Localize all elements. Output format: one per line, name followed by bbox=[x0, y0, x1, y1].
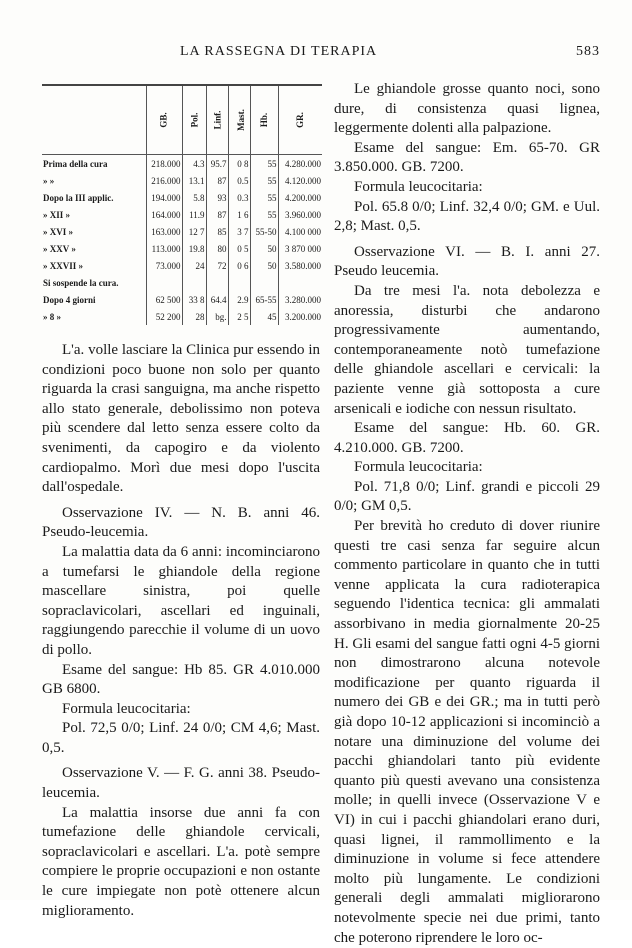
table-cell: 113.000 bbox=[146, 240, 182, 257]
table-cell: 4.120.000 bbox=[278, 172, 322, 189]
table-cell bbox=[278, 274, 322, 291]
table-cell: 64.4 bbox=[206, 291, 228, 308]
case-heading: Osservazione VI. — B. I. anni 27. Pseudo leucemia. bbox=[334, 243, 600, 280]
table-cell: 3.580.000 bbox=[278, 257, 322, 274]
col-header: Hb. bbox=[250, 86, 278, 155]
table-cell: 62 500 bbox=[146, 291, 182, 308]
table-cell: 0 8 bbox=[228, 155, 250, 173]
table-cell: 11.9 bbox=[182, 206, 206, 223]
table-cell: 55 bbox=[250, 172, 278, 189]
paragraph: Le ghiandole grosse quanto noci, sono dure, di consistenza quasi lignea, leggermente dolenti alla palpazione. bbox=[334, 81, 600, 137]
table-row bbox=[42, 240, 322, 257]
table-cell: 85 bbox=[206, 223, 228, 240]
row-label: » » bbox=[43, 175, 55, 186]
paragraph: La malattia data da 6 anni: incominciarono a tumefarsi le ghiandole della regione mascellare sinistra, poi quelle sopraclavicolari, ascellari ed inguinali, raggiungendo parecchie il volume di un uovo di pollo. bbox=[42, 543, 320, 658]
row-label: » XXV » bbox=[43, 243, 76, 254]
table-cell: 73.000 bbox=[146, 257, 182, 274]
table-cell: 55 bbox=[250, 206, 278, 223]
table-cell: 194.000 bbox=[146, 189, 182, 206]
table-row bbox=[42, 206, 322, 223]
table-cell: 5.8 bbox=[182, 189, 206, 206]
paragraph: Esame del sangue: Hb 85. GR 4.010.000 GB 6800. bbox=[42, 661, 320, 698]
paragraph: La malattia insorse due anni fa con tumefazione delle ghiandole cervicali, sopraclavicolari e ascellari. L'a. potè sempre compiere le proprie occupazioni e non ostante le cure impiegate non potè ottenere alcun miglioramento. bbox=[42, 804, 320, 919]
table-cell bbox=[182, 274, 206, 291]
table-cell: 163.000 bbox=[146, 223, 182, 240]
journal-title: LA RASSEGNA DI TERAPIA bbox=[180, 44, 378, 59]
table-cell: 3 7 bbox=[228, 223, 250, 240]
table-row bbox=[42, 291, 322, 308]
table-cell: 0.3 bbox=[228, 189, 250, 206]
row-label: » 8 » bbox=[43, 311, 61, 322]
col-header: Pol. bbox=[182, 86, 206, 155]
left-column bbox=[42, 341, 320, 921]
table-cell: 0 5 bbox=[228, 240, 250, 257]
row-label: Dopo 4 giorni bbox=[43, 294, 96, 305]
row-label: » XII » bbox=[43, 209, 71, 220]
table-cell: 87 bbox=[206, 206, 228, 223]
table-cell: 95.7 bbox=[206, 155, 228, 173]
table-cell: 3.200.000 bbox=[278, 308, 322, 325]
col-header: Linf. bbox=[206, 86, 228, 155]
row-label: Prima della cura bbox=[43, 158, 108, 169]
table-cell: 55 bbox=[250, 189, 278, 206]
table-cell bbox=[206, 274, 228, 291]
table-cell: 3.280.000 bbox=[278, 291, 322, 308]
table-row bbox=[42, 257, 322, 274]
paragraph: Formula leucocitaria: bbox=[62, 700, 191, 717]
table-cell: 4.280.000 bbox=[278, 155, 322, 173]
table-cell: 24 bbox=[182, 257, 206, 274]
table-row bbox=[42, 308, 322, 325]
table-cell: bg. bbox=[206, 308, 228, 325]
col-header: GR. bbox=[278, 86, 322, 155]
paragraph: Formula leucocitaria: bbox=[354, 178, 483, 195]
paragraph: Pol. 71,8 0/0; Linf. grandi e piccoli 29 0/0; GM 0,5. bbox=[334, 478, 600, 515]
paragraph: Per brevità ho creduto di dover riunire questi tre casi senza far seguire alcun commento particolare in quanto che in tutti venne applicata la cura radioterapica seguendo l'identica tecnica: gli ammalati assorbivano in media giornalmente 20-25 H. Gli esami del sangue fatti ogni 4-5 giorni non dimostrarono alcuna notevole modificazione per quanto riguarda il numero dei GB e dei GR.; ma in tutti però già dopo 10-12 applicazioni si incominciò a notare una diminuzione del volume dei pacchi ghiandolari tanto più evidente quanto più questi avevano una consistenza molle; in quelli invece (Osservazione V e VI) in cui i pacchi ghiandolari erano duri, quasi lignei, il rammollimento e la diminuzione in volume si fece attendere molto più lungamente. Le condizioni generali degli ammalati migliorarono notevolmente specie nei due primi, tanto che poterono riprendere le loro oc- bbox=[334, 518, 600, 946]
paragraph: Esame del sangue: Em. 65-70. GR 3.850.000. GB. 7200. bbox=[334, 139, 600, 176]
row-label: Dopo la III applic. bbox=[43, 192, 114, 203]
table-cell: 1 6 bbox=[228, 206, 250, 223]
table-cell: 50 bbox=[250, 257, 278, 274]
table-cell: 2.9 bbox=[228, 291, 250, 308]
table-cell: 45 bbox=[250, 308, 278, 325]
row-label: » XVI » bbox=[43, 226, 74, 237]
table-cell: 164.000 bbox=[146, 206, 182, 223]
table-row bbox=[42, 274, 322, 291]
table-cell: 50 bbox=[250, 240, 278, 257]
table-cell: 218.000 bbox=[146, 155, 182, 173]
table-cell: 55-50 bbox=[250, 223, 278, 240]
paragraph: Esame del sangue: Hb. 60. GR. 4.210.000. GB. 7200. bbox=[334, 420, 600, 456]
table-row bbox=[42, 189, 322, 206]
table-cell bbox=[228, 274, 250, 291]
table-cell: 19.8 bbox=[182, 240, 206, 257]
row-label: » XXVII » bbox=[43, 260, 84, 271]
table-cell: 33 8 bbox=[182, 291, 206, 308]
paragraph: Formula leucocitaria: bbox=[354, 459, 483, 476]
table-cell: 12 7 bbox=[182, 223, 206, 240]
paragraph: Pol. 65.8 0/0; Linf. 32,4 0/0; GM. e Uul. 2,8; Mast. 0,5. bbox=[334, 198, 600, 235]
table-cell: 28 bbox=[182, 308, 206, 325]
table-cell: 3.960.000 bbox=[278, 206, 322, 223]
col-header: Mast. bbox=[228, 86, 250, 155]
table-cell: 55 bbox=[250, 155, 278, 173]
case-heading: Osservazione V. — F. G. anni 38. Pseudo-leucemia. bbox=[42, 765, 320, 802]
table-cell bbox=[250, 274, 278, 291]
page-number: 583 bbox=[576, 44, 600, 59]
table-cell: 65-55 bbox=[250, 291, 278, 308]
table-cell: 4.100 000 bbox=[278, 223, 322, 240]
table-cell: 4.200.000 bbox=[278, 189, 322, 206]
table-cell: 87 bbox=[206, 172, 228, 189]
table-cell: 93 bbox=[206, 189, 228, 206]
table-cell: 52 200 bbox=[146, 308, 182, 325]
table-cell: 0.5 bbox=[228, 172, 250, 189]
paragraph: Da tre mesi l'a. nota debolezza e anoressia, disturbi che andarono progressivamente aumentando, contemporaneamente notò tumefazione delle ghiandole ascellari e cervicali: la paziente venne già sottoposta a cure arsenicali e iodiche con nessun risultato. bbox=[334, 282, 600, 417]
table-cell: 72 bbox=[206, 257, 228, 274]
table-row bbox=[42, 172, 322, 189]
table-row bbox=[42, 155, 322, 173]
paragraph: Pol. 72,5 0/0; Linf. 24 0/0; CM 4,6; Mast. 0,5. bbox=[42, 720, 320, 756]
table-cell: 3 870 000 bbox=[278, 240, 322, 257]
table-cell: 216.000 bbox=[146, 172, 182, 189]
row-label: Si sospende la cura. bbox=[43, 277, 119, 288]
table-cell: 0 6 bbox=[228, 257, 250, 274]
case-heading: Osservazione IV. — N. B. anni 46. Pseudo-leucemia. bbox=[42, 504, 320, 541]
table-cell bbox=[146, 274, 182, 291]
table-row bbox=[42, 223, 322, 240]
table-cell: 2 5 bbox=[228, 308, 250, 325]
col-header: GB. bbox=[146, 86, 182, 155]
paragraph: L'a. volle lasciare la Clinica pur essendo in condizioni poco buone non solo per quanto riguarda la crasi sanguigna, ma anche rispetto allo stato generale, debolissimo non poteva più scendere dal letto senza essere colto da svenimenti, da capogiro e da violento cardiopalmo. Morì due mesi dopo l'uscita dall'ospedale. bbox=[42, 342, 320, 496]
table-cell: 13.1 bbox=[182, 172, 206, 189]
blood-table bbox=[42, 86, 322, 325]
table-cell: 80 bbox=[206, 240, 228, 257]
table-cell: 4.3 bbox=[182, 155, 206, 173]
right-column bbox=[334, 80, 600, 948]
